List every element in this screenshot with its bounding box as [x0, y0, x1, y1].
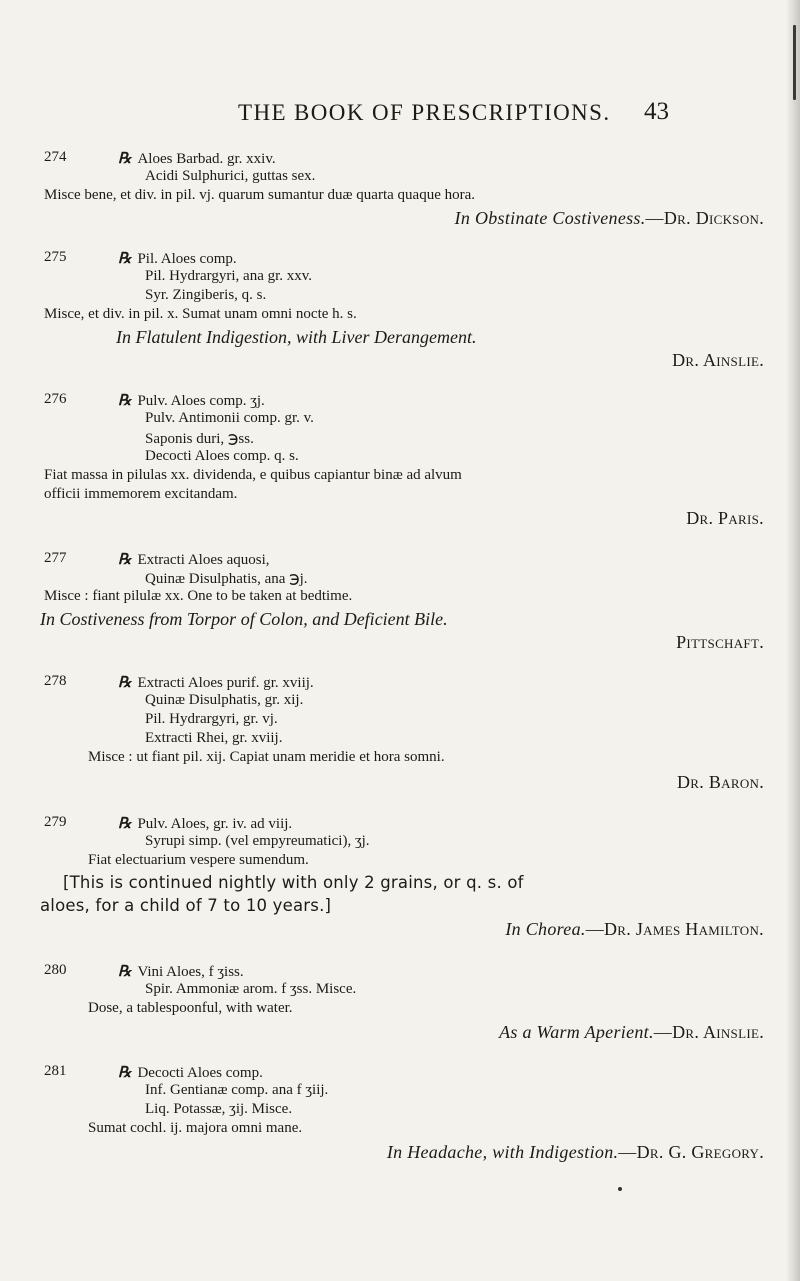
recipe-line: ℞ Decocti Aloes comp. — [118, 1065, 263, 1081]
recipe-number: 274 — [44, 149, 67, 165]
recipe-line: Spir. Ammoniæ arom. f ʒss. Misce. — [145, 981, 357, 997]
recipe-line: Quinæ Disulphatis, gr. xij. — [145, 692, 304, 708]
editor-note: [This is continued nightly with only 2 grains, or q. s. of — [63, 873, 524, 892]
indication: In Flatulent Indigestion, with Liver Derangement. — [116, 327, 477, 347]
recipe-number: 278 — [44, 673, 67, 689]
author: Dr. Ainslie. — [672, 350, 764, 370]
recipe-line: Extracti Rhei, gr. xviij. — [145, 730, 283, 746]
recipe-line: Syr. Zingiberis, q. s. — [145, 287, 267, 303]
recipe-number: 280 — [44, 962, 67, 978]
author: —Dr. Dickson. — [645, 208, 764, 228]
page-edge-shadow — [786, 0, 800, 1281]
recipe-line: Misce : ut fiant pil. xij. Capiat unam meridie et hora somni. — [88, 749, 445, 765]
author: —Dr. G. Gregory. — [618, 1142, 764, 1162]
indication: In Chorea. — [505, 919, 586, 939]
rx-symbol: ℞ — [118, 251, 132, 267]
recipe-line: Acidi Sulphurici, guttas sex. — [145, 168, 316, 184]
recipe-line: Misce : fiant pilulæ xx. One to be taken at bedtime. — [44, 588, 353, 604]
recipe-line: Syrupi simp. (vel empyreumatici), ʒj. — [145, 833, 370, 849]
indication: In Headache, with Indigestion. — [386, 1142, 619, 1162]
rx-symbol: ℞ — [118, 675, 132, 691]
recipe-number: 275 — [44, 249, 67, 265]
recipe-line: Inf. Gentianæ comp. ana f ʒiij. — [145, 1082, 329, 1098]
indication: In Costiveness from Torpor of Colon, and Deficient Bile. — [40, 609, 448, 629]
recipe-line: Pil. Hydrargyri, ana gr. xxv. — [145, 268, 313, 284]
author: —Dr. James Hamilton. — [585, 919, 764, 939]
author: Pittschaft. — [676, 632, 764, 652]
recipe-number: 276 — [44, 391, 67, 407]
recipe-source — [0, 1022, 764, 1043]
page-header — [0, 98, 800, 132]
recipe-source — [0, 208, 764, 229]
recipe-number: 281 — [44, 1063, 67, 1079]
author: —Dr. Ainslie. — [653, 1022, 764, 1042]
recipe-source — [0, 1142, 764, 1163]
recipe-line: Pil. Hydrargyri, gr. vj. — [145, 711, 278, 727]
recipe-line: Quinæ Disulphatis, ana ℈j. — [145, 571, 308, 587]
recipe-line: Saponis duri, ℈ss. — [145, 431, 254, 447]
recipe-line: Sumat cochl. ij. majora omni mane. — [88, 1120, 303, 1136]
recipe-line: ℞ Aloes Barbad. gr. xxiv. — [118, 151, 276, 167]
running-head: THE BOOK OF PRESCRIPTIONS. — [238, 100, 611, 125]
indication: As a Warm Aperient. — [499, 1022, 654, 1042]
recipe-line: Fiat massa in pilulas xx. dividenda, e quibus capiantur binæ ad alvum — [44, 467, 462, 483]
recipe-line: Decocti Aloes comp. q. s. — [145, 448, 299, 464]
recipe-line: Fiat electuarium vespere sumendum. — [88, 852, 309, 868]
recipe-line: Liq. Potassæ, ʒij. Misce. — [145, 1101, 293, 1117]
recipe-line: ℞ Vini Aloes, f ʒiss. — [118, 964, 244, 980]
editor-note: aloes, for a child of 7 to 10 years.] — [40, 896, 332, 915]
recipe-line: ℞ Extracti Aloes aquosi, — [118, 552, 270, 568]
rx-symbol: ℞ — [118, 1065, 132, 1081]
recipe-source — [0, 919, 764, 940]
recipe-number: 277 — [44, 550, 67, 566]
rx-symbol: ℞ — [118, 816, 132, 832]
rx-symbol: ℞ — [118, 151, 132, 167]
rx-symbol: ℞ — [118, 552, 132, 568]
recipe-line: ℞ Pulv. Aloes, gr. iv. ad viij. — [118, 816, 293, 832]
author: Dr. Paris. — [686, 508, 764, 528]
page-number: 43 — [644, 98, 669, 125]
rx-symbol: ℞ — [118, 964, 132, 980]
recipe-line: Pulv. Antimonii comp. gr. v. — [145, 410, 314, 426]
recipe-line: officii immemorem excitandam. — [44, 486, 238, 502]
author: Dr. Baron. — [676, 772, 764, 792]
indication: In Obstinate Costiveness. — [454, 208, 646, 228]
recipe-line: Dose, a tablespoonful, with water. — [88, 1000, 293, 1016]
page-edge-mark — [793, 25, 796, 100]
recipe-line: Misce bene, et div. in pil. vj. quarum sumantur duæ quarta quaque hora. — [44, 187, 476, 203]
ink-speck — [618, 1187, 622, 1191]
recipe-number: 279 — [44, 814, 67, 830]
recipe-line: ℞ Extracti Aloes purif. gr. xviij. — [118, 675, 314, 691]
recipe-line: ℞ Pulv. Aloes comp. ʒj. — [118, 393, 265, 409]
rx-symbol: ℞ — [118, 393, 132, 409]
recipe-line: ℞ Pil. Aloes comp. — [118, 251, 237, 267]
recipe-line: Misce, et div. in pil. x. Sumat unam omni nocte h. s. — [44, 306, 357, 322]
